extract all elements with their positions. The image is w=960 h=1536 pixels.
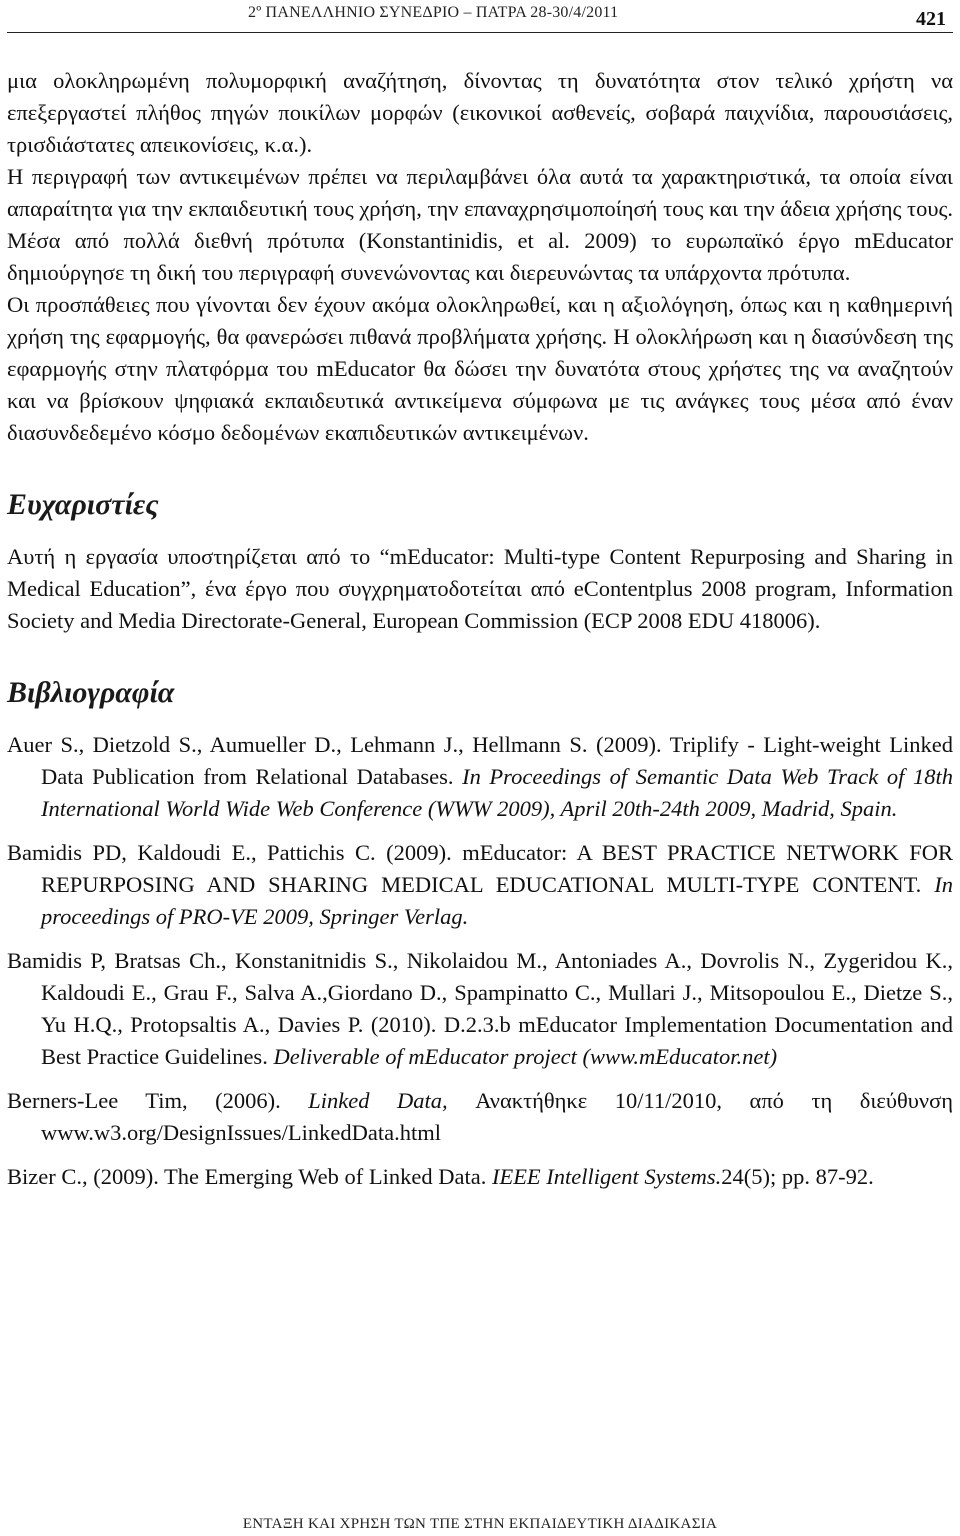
acknowledgements-text: Αυτή η εργασία υποστηρίζεται από το “mEducator: Multi-type Content Repurposing and Sharing in Medical Education”, ένα έργο που συγχρηματοδοτείται από eContentplus 2008 program, Information Society and Media Directorate-General, European Commission (ECP 2008 EDU 418006). xyxy=(7,544,953,633)
reference-item xyxy=(7,1161,953,1193)
reference-source: IEEE Intelligent Systems. xyxy=(491,1164,722,1189)
reference-text: Bizer C., (2009). The Emerging Web of Linked Data. xyxy=(7,1164,492,1189)
reference-source: Linked Data, xyxy=(308,1088,448,1113)
header-rule xyxy=(7,32,953,33)
reference-tail: 24(5); pp. 87-92. xyxy=(721,1164,874,1189)
bibliography-heading: Βιβλιογραφία xyxy=(7,676,175,709)
paragraph-2: Η περιγραφή των αντικειμένων πρέπει να περιλαμβάνει όλα αυτά τα χαρακτηριστικά, τα οποία είναι απαραίτητα για την εκπαιδευτική τους χρήση, την επαναχρησιμοποίησή τους και την άδεια χρήσης τους. Μέσα από πολλά διεθνή πρότυπα (Konstantinidis, et al. 2009) το ευρωπαϊκό έργο mEducator δημιούργησε τη δική του περιγραφή συνενώνοντας και διερευνώντας τα υπάρχοντα πρότυπα. xyxy=(7,164,953,285)
reference-item xyxy=(7,945,953,1073)
reference-text: Bamidis P, Bratsas Ch., Konstanitnidis S., Nikolaidou M., Antoniades A., Dovrolis N., Zygeridou K., Kaldoudi E., Grau F., Salva A.,Giordano D., Spampinatto C., Mullari J., Mitsopoulou E., Dietze S., Yu H.Q., Protopsaltis A., Davies P. (2010). D.2.3.b mEducator Implementation Documentation and Best Practice Guidelines. xyxy=(7,948,953,1069)
page-footer: ΕΝΤΑΞΗ ΚΑΙ ΧΡΗΣΗ ΤΩΝ ΤΠΕ ΣΤΗΝ ΕΚΠΑΙΔΕΥΤΙΚΗ ΔΙΑΔΙΚΑΣΙΑ xyxy=(242,1516,718,1532)
reference-list xyxy=(7,729,953,1193)
running-header: 2º ΠΑΝΕΛΛΗΝΙΟ ΣΥΝΕΔΡΙΟ – ΠΑΤΡΑ 28-30/4/2011 xyxy=(248,4,619,21)
reference-item xyxy=(7,837,953,933)
reference-tail: Ανακτήθηκε 10/11/2010, από τη διεύθυνση www.w3.org/DesignIssues/LinkedData.html xyxy=(41,1088,954,1145)
reference-text: Auer S., Dietzold S., Aumueller D., Lehmann J., Hellmann S. (2009). Triplify - Light-weight Linked Data Publication from Relational Databases. xyxy=(7,732,953,789)
reference-item xyxy=(7,729,953,825)
reference-source: Deliverable of mEducator project (www.mEducator.net) xyxy=(273,1044,778,1069)
page-content xyxy=(7,65,953,1205)
reference-item xyxy=(7,1085,953,1149)
page-header xyxy=(0,0,960,48)
reference-text: Bamidis PD, Kaldoudi E., Pattichis C. (2009). mEducator: A BEST PRACTICE NETWORK FOR REPURPOSING AND SHARING MEDICAL EDUCATIONAL MULTI-TYPE CONTENT. xyxy=(7,840,953,897)
paragraph-3: Οι προσπάθειες που γίνονται δεν έχουν ακόμα ολοκληρωθεί, και η αξιολόγηση, όπως και η καθημερινή χρήση της εφαρμογής, θα φανερώσει πιθανά προβλήματα χρήσης. Η ολοκλήρωση και η διασύνδεση της εφαρμογής στην πλατφόρμα του mEducator θα δώσει την δυνατότα στους χρήστες της να αναζητούν και να βρίσκουν ψηφιακά εκπαιδευτικά αντικείμενα σύμφωνα με τις ανάγκες τους μέσα από έναν διασυνδεδεμένο κόσμο δεδομένων εκαπιδευτικών αντικειμένων. xyxy=(7,292,953,445)
reference-source: In proceedings of PRO-VE 2009, Springer Verlag. xyxy=(41,872,953,929)
acknowledgements-heading: Ευχαριστίες xyxy=(7,488,159,521)
paragraph-1: μια ολοκληρωμένη πολυμορφική αναζήτηση, δίνοντας τη δυνατότητα στον τελικό χρήστη να επεξεργαστεί πλήθος πηγών ποικίλων μορφών (εικονικοί ασθενείς, σοβαρά παιχνίδια, παρουσιάσεις, τρισδιάστατες απεικονίσεις, κ.α.). xyxy=(7,68,953,157)
reference-source: In Proceedings of Semantic Data Web Track of 18th International World Wide Web Conference (WWW 2009), April 20th-24th 2009, Madrid, Spain. xyxy=(41,764,953,821)
page-number: 421 xyxy=(916,8,946,30)
reference-text: Berners-Lee Tim, (2006). xyxy=(7,1088,309,1113)
